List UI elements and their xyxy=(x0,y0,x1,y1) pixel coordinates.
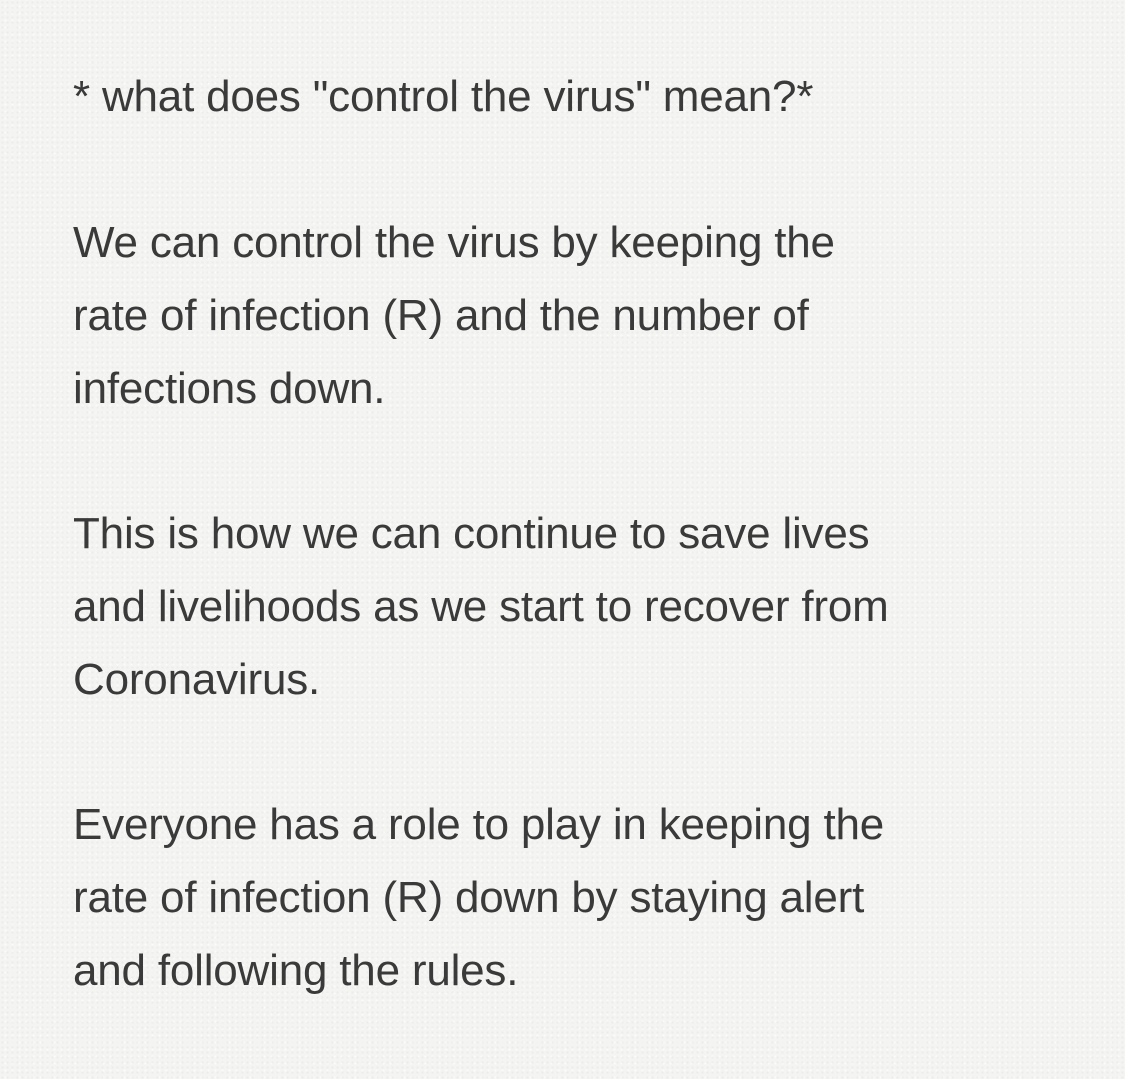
note-heading: * what does "control the virus" mean?* xyxy=(73,72,814,121)
note-paragraph-3: Everyone has a role to play in keeping the rate of infection (R) down by staying alert and following the rules. xyxy=(73,800,885,995)
note-paragraph-1: We can control the virus by keeping the rate of infection (R) and the number of infections down. xyxy=(73,218,835,413)
note-paragraph-2: This is how we can continue to save lives and livelihoods as we start to recover from Coronavirus. xyxy=(73,509,889,704)
note-body xyxy=(73,60,1073,1079)
